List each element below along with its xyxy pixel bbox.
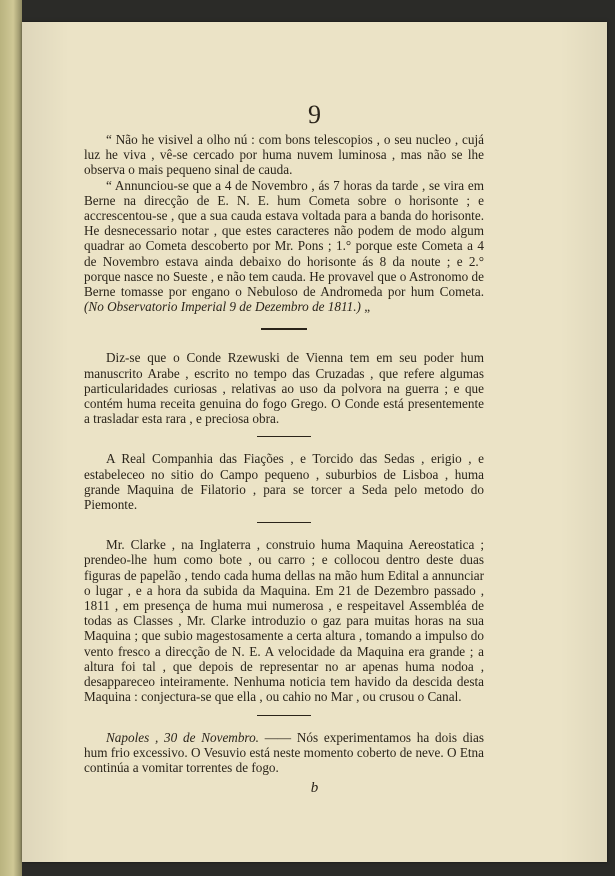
section-divider <box>261 328 307 330</box>
paragraph-text: —— Nós experimentamos ha dois dias hum frio excessivo. O Vesuvio está neste momento coberto de neve. O Etna continúa a vomitar torrentes de fogo. <box>84 729 485 775</box>
section-divider <box>257 522 311 523</box>
article-manuscript <box>84 350 484 426</box>
paragraph: “ Não he visivel a olho nú : com bons telescopios , o seu nucleo , cujá luz he viva , vê-se cercado por huma nuvem luminosa , mas não se lhe observa o mais pequeno sinal de cauda. <box>84 132 484 178</box>
paragraph-text: “ Annunciou-se que a 4 de Novembro , ás 7 horas da tarde , se vira em Berne na direcção de E. N. E. hum Cometa sobre o horisonte ; e accrescentou-se , que a sua cauda estava voltada para a banda do horisonte. He desnecessario notar , que estes caracteres não podem de modo algum quadrar ao Cometa descoberto por Mr. Pons ; 1.° porque este Cometa a 4 de Novembro estava ainda debaixo do horisonte ás 8 da noute ; e 2.° porque nasce no Sueste , e não tem cauda. He provavel que o Astronomo de Berne tomasse por engano o Nebuloso de Andromeda por hum Cometa. <box>84 177 484 300</box>
page-number: 9 <box>308 100 321 129</box>
paragraph: A Real Companhia das Fiações , e Torcido das Sedas , erigio , e estabeleceo no sitio do Campo pequeno , suburbios de Lisboa , huma grande Maquina de Filatorio , para se torcer a Seda pelo metodo do Piemonte. <box>84 451 484 513</box>
adjacent-page-edge <box>0 0 22 876</box>
paragraph: Diz-se que o Conde Rzewuski de Vienna tem em seu poder hum manuscrito Arabe , escrito no tempo das Cruzadas , que refere algumas particularidades curiosas , relativas ao uso da polvora na guerra ; e que contém huma receita genuina do fogo Grego. O Conde está presentemente a trasladar esta rara , e preciosa obra. <box>84 350 484 427</box>
article-silk <box>84 451 484 512</box>
article-balloon <box>84 537 484 704</box>
dateline: Napoles , 30 de Novembro. <box>106 729 259 745</box>
signature-mark: b <box>310 780 319 796</box>
page-body <box>84 132 484 775</box>
article-comet <box>84 132 484 314</box>
source-citation: (No Observatorio Imperial 9 de Dezembro de 1811.) <box>84 299 361 315</box>
article-naples <box>84 730 484 776</box>
paragraph <box>84 178 484 315</box>
section-divider <box>257 436 311 437</box>
closing-quote: „ <box>364 299 371 315</box>
paragraph <box>84 730 484 776</box>
document-page <box>22 22 607 862</box>
paragraph: Mr. Clarke , na Inglaterra , construio huma Maquina Aereostatica ; prendeo-lhe hum como bote , ou carro ; e collocou dentro deste duas figuras de papelão , tendo cada huma dellas na mão hum Edital a annunciar o lugar , e a hora da subida da Maquina. Em 21 de Dezembro passado , 1811 , em presença de huma mui numerosa , e respeitavel Assembléa de todas as Classes , Mr. Clarke introduzio o gaz para muitas horas na sua Maquina ; que subio magestosamente a certa altura , tomando a impulso do vento fresco a direcção de N. E. A velocidade da Maquina era grande ; a altura foi tal , que depois de representar no ar apenas huma nodoa , desappareceo inteiramente. Nenhuma noticia tem havido da descida desta Maquina : conjectura-se que ella , ou cahio no Mar , ou crusou o Canal. <box>84 537 484 705</box>
section-divider <box>257 715 311 716</box>
